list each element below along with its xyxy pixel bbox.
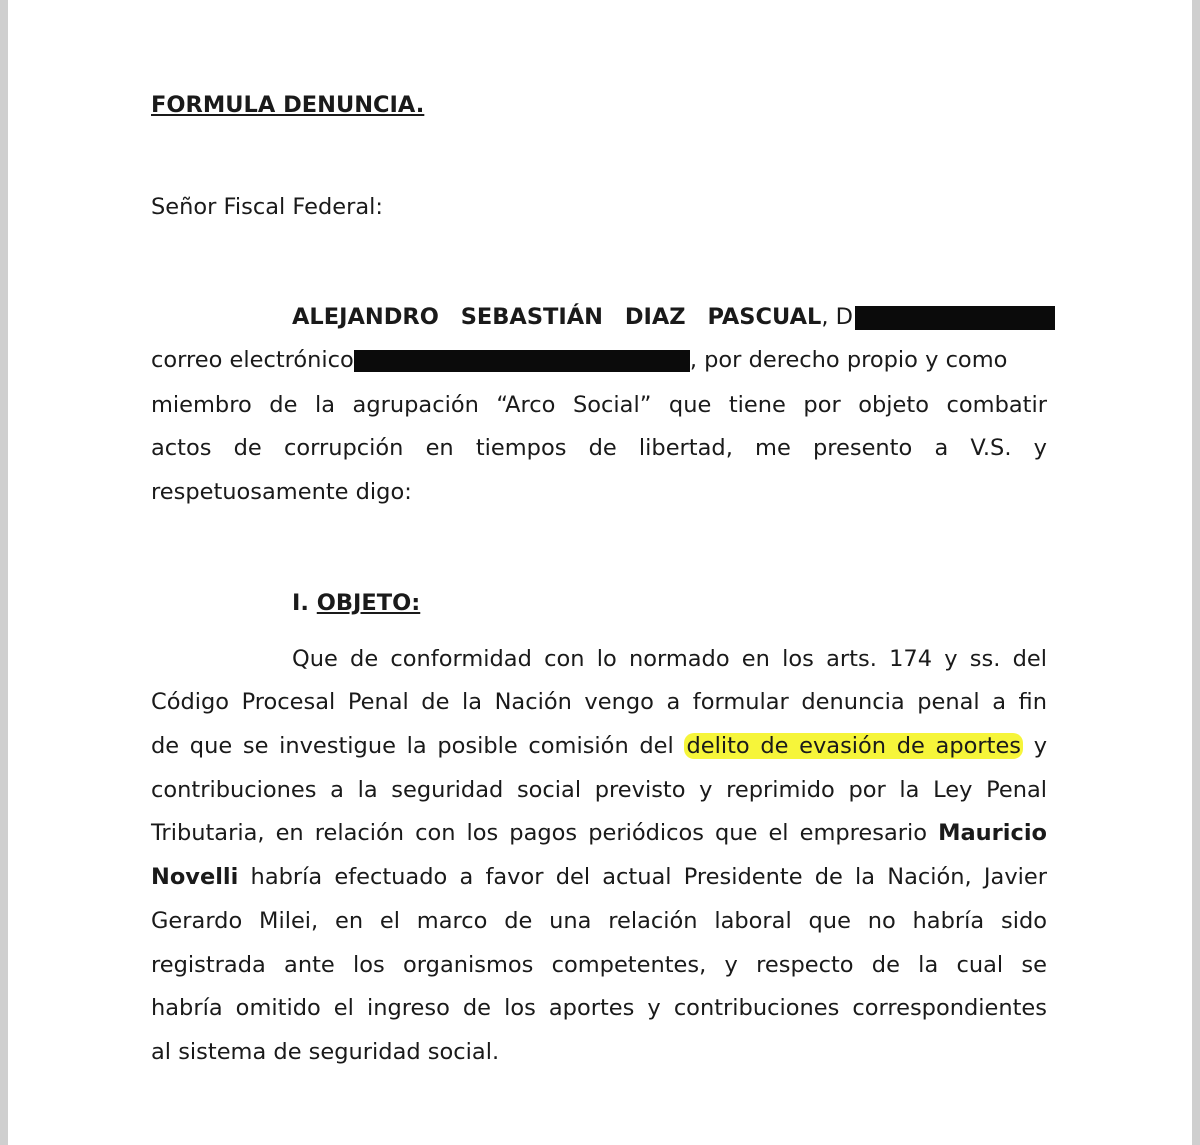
intro-line-2 — [151, 347, 1007, 373]
body-line-3-post: y — [1023, 733, 1048, 759]
body-line-1: Que de conformidad con lo normado en los arts. 174 y ss. del — [292, 646, 1047, 672]
body-line-7: Gerardo Milei, en el marco de una relación laboral que no habría sido — [151, 908, 1047, 934]
redaction-mark — [855, 306, 1055, 330]
bold-name-first: Mauricio — [938, 820, 1047, 846]
document-page — [8, 0, 1192, 1145]
body-line-4: contribuciones a la seguridad social previsto y reprimido por la Ley Penal — [151, 777, 1047, 803]
complainant-name: ALEJANDRO SEBASTIÁN DIAZ PASCUAL — [292, 304, 822, 330]
bold-name-last: Novelli — [151, 864, 239, 890]
body-line-6 — [151, 864, 1047, 890]
intro-line-5: respetuosamente digo: — [151, 479, 412, 505]
body-line-9: habría omitido el ingreso de los aportes y contribuciones correspondientes — [151, 995, 1047, 1021]
body-line-5-pre: Tributaria, en relación con los pagos periódicos que el empresario — [151, 820, 939, 846]
salutation: Señor Fiscal Federal: — [151, 194, 383, 220]
body-line-8: registrada ante los organismos competentes, y respecto de la cual se — [151, 952, 1047, 978]
body-line-3 — [151, 733, 1047, 759]
body-line-10: al sistema de seguridad social. — [151, 1039, 500, 1065]
intro-line-1 — [292, 304, 1055, 330]
redaction-mark — [354, 350, 690, 372]
intro-line-4: actos de corrupción en tiempos de libertad, me presento a V.S. y — [151, 435, 1047, 461]
highlighted-phrase: delito de evasión de aportes — [686, 733, 1022, 759]
intro-after-name: , D — [821, 304, 853, 330]
section-heading — [292, 590, 420, 616]
intro-line-2-suffix: , por derecho propio y como — [689, 347, 1008, 373]
body-line-3-pre: de que se investigue la posible comisión del — [151, 733, 685, 759]
intro-email-label: correo electrónico — [151, 347, 354, 373]
body-line-2: Código Procesal Penal de la Nación vengo a formular denuncia penal a fin — [151, 689, 1047, 715]
intro-line-3: miembro de la agrupación “Arco Social” que tiene por objeto combatir — [151, 392, 1047, 418]
section-title: OBJETO: — [316, 590, 421, 616]
body-line-6-post: habría efectuado a favor del actual Presidente de la Nación, Javier — [238, 864, 1047, 890]
section-number: I. — [292, 590, 317, 616]
document-title: FORMULA DENUNCIA. — [151, 92, 425, 118]
body-line-5 — [151, 820, 1047, 846]
